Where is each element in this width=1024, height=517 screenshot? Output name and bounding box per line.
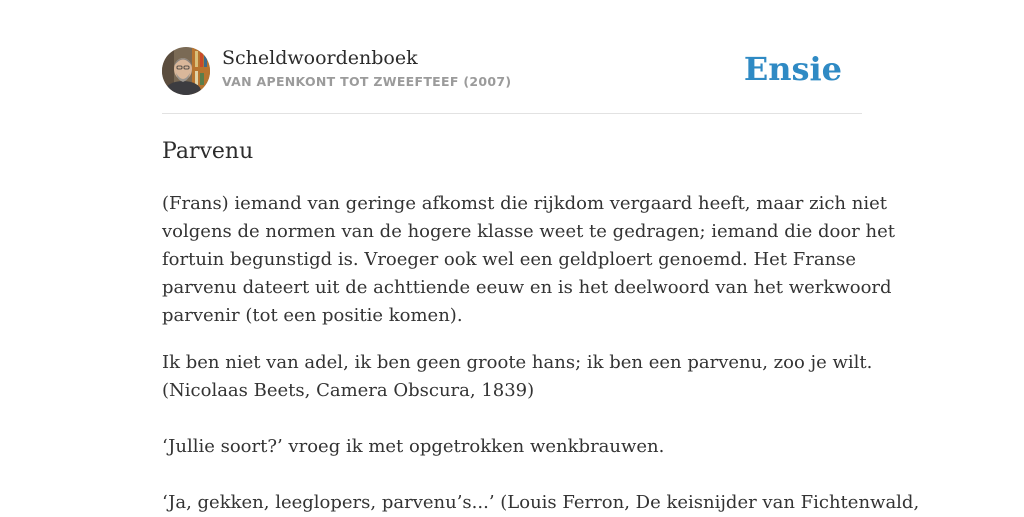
quote-ferron — [162, 489, 920, 517]
source-header — [162, 46, 862, 96]
entry-title: Parvenu — [162, 139, 254, 164]
source-subtitle: VAN APENKONT TOT ZWEEFTEEF (2007) — [222, 74, 512, 89]
ensie-logo[interactable]: Ensie — [743, 50, 842, 88]
quote-citation: (Nicolaas Beets, Camera Obscura, 1839) — [162, 380, 535, 401]
author-avatar[interactable] — [162, 47, 210, 95]
quote-line: ‘Jullie soort?’ vroeg ik met opgetrokken wenkbrauwen. — [162, 436, 665, 457]
header-divider — [162, 113, 862, 114]
entry-definition — [162, 190, 895, 330]
quote-line: Ik ben niet van adel, ik ben geen groote hans; ik ben een parvenu, zoo je wilt. — [162, 352, 873, 373]
author-portrait-icon — [162, 47, 210, 95]
definition-line: parvenu dateert uit de achttiende eeuw en is het deelwoord van het werkwoord — [162, 277, 892, 298]
definition-line: (Frans) iemand van geringe afkomst die rijkdom vergaard heeft, maar zich niet — [162, 193, 887, 214]
definition-line: parvenir (tot een positie komen). — [162, 305, 463, 326]
quote-dialogue-line — [162, 433, 862, 461]
quote-beets — [162, 349, 873, 405]
source-title[interactable]: Scheldwoordenboek — [222, 47, 418, 69]
quote-line: ‘Ja, gekken, leeglopers, parvenu’s...’ (Louis Ferron, De keisnijder van Fichtenwald, — [162, 492, 920, 513]
definition-line: volgens de normen van de hogere klasse weet te gedragen; iemand die door het — [162, 221, 895, 242]
definition-line: fortuin begunstigd is. Vroeger ook wel een geldploert genoemd. Het Franse — [162, 249, 857, 270]
